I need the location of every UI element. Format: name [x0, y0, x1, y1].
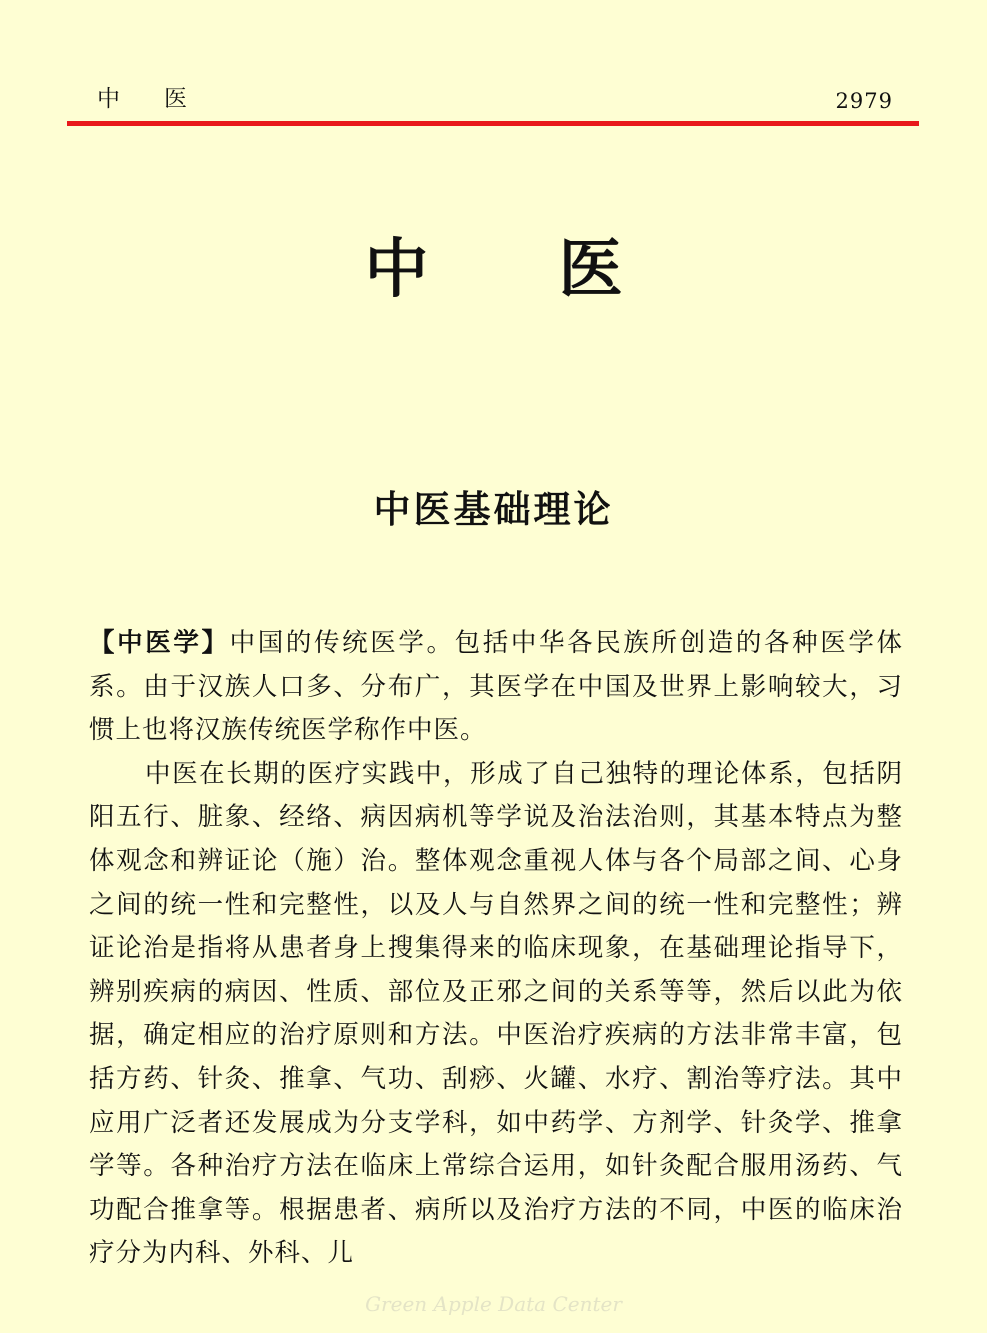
watermark: Green Apple Data Center — [365, 1292, 622, 1316]
entry-paragraph-2: 中医在长期的医疗实践中，形成了自己独特的理论体系，包括阴阳五行、脏象、经络、病因病机等学说及治法治则，其基本特点为整体观念和辨证论（施）治。整体观念重视人体与各个局部之间、心身之间的统一性和完整性，以及人与自然界之间的统一性和完整性；辨证论治是指将从患者身上搜集得来的临床现象，在基础理论指导下，辨别疾病的病因、性质、部位及正邪之间的关系等等，然后以此为依据，确定相应的治疗原则和方法。中医治疗疾病的方法非常丰富，包括方药、针灸、推拿、气功、刮痧、火罐、水疗、割治等疗法。其中应用广泛者还发展成为分支学科，如中药学、方剂学、针灸学、推拿学等。各种治疗方法在临床上常综合运用，如针灸配合服用汤药、气功配合推拿等。根据患者、病所以及治疗方法的不同，中医的临床治疗分为内科、外科、儿 — [89, 758, 903, 1269]
section-title: 中医基础理论 — [373, 488, 614, 531]
page-number: 2979 — [835, 89, 893, 113]
entry-paragraph-1-text: 中国的传统医学。包括中华各民族所创造的各种医学体系。由于汉族人口多、分布广，其医学在中国及世界上影响较大，习惯上也将汉族传统医学称作中医。 — [89, 628, 903, 746]
entry-term: 【中医学】 — [89, 628, 230, 658]
entry-body — [89, 622, 903, 1276]
chapter-title: 中医 — [364, 233, 753, 307]
entry-paragraph-1 — [89, 622, 903, 753]
running-head: 中医 — [97, 86, 231, 112]
header-rule — [67, 121, 919, 126]
